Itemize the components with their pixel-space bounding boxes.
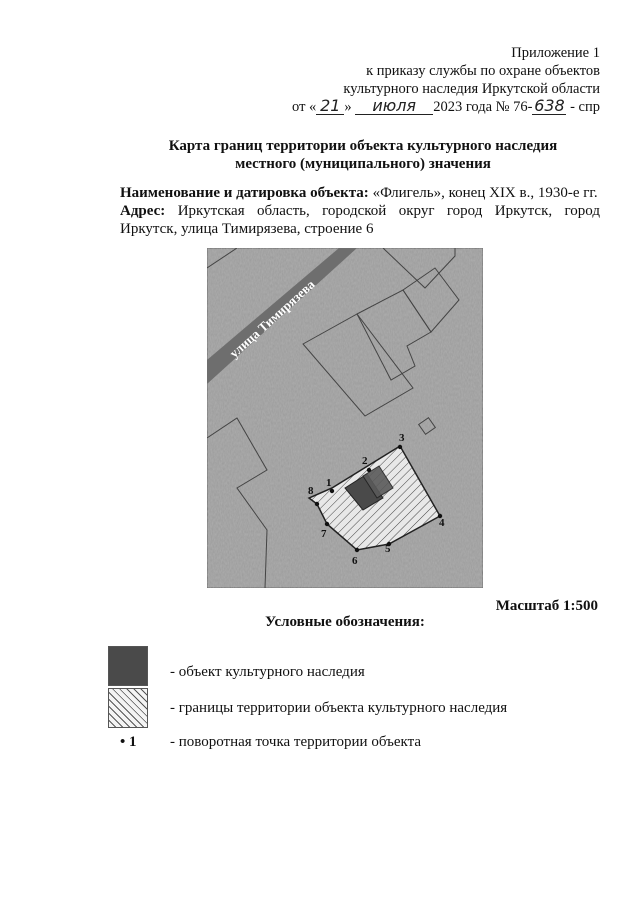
title-line-1: Карта границ территории объекта культурного наследия	[168, 138, 558, 154]
point-4-label: 4	[439, 517, 445, 529]
point-6-marker	[355, 548, 359, 552]
object-address-label: Адрес:	[120, 203, 166, 219]
point-3-label: 3	[399, 432, 405, 444]
legend-title: Условные обозначения:	[265, 614, 425, 630]
object-name-row	[120, 184, 600, 202]
point-1-label: 1	[326, 477, 332, 489]
order-number: 638	[534, 96, 565, 115]
point-3-marker	[398, 445, 402, 449]
legend-item-turning-point	[108, 734, 588, 754]
appendix-block	[240, 44, 600, 116]
date-mid: »	[344, 99, 352, 115]
point-8-marker	[315, 502, 319, 506]
date-day: 21	[316, 98, 344, 115]
hatched-square-icon	[108, 688, 148, 728]
object-name-value: «Флигель», конец XIX в., 1930-е гг.	[372, 185, 598, 201]
legend-label-turning-point: - поворотная точка территории объекта	[170, 734, 421, 750]
object-name-label: Наименование и датировка объекта:	[120, 185, 369, 201]
appendix-date-line	[240, 98, 600, 116]
point-1-marker	[330, 489, 334, 493]
object-address-value: Иркутская область, городской округ город Иркутск, город Иркутск, улица Тимирязева, строение 6	[120, 203, 601, 237]
legend-item-territory-boundary	[108, 688, 588, 728]
date-prefix: от «	[292, 99, 317, 115]
date-month: июля	[355, 98, 433, 115]
document-title	[120, 137, 606, 173]
date-year: 2023 года № 76-	[433, 99, 533, 115]
dark-square-icon	[108, 646, 148, 686]
point-6-label: 6	[352, 555, 358, 567]
object-address-row	[120, 202, 600, 238]
object-info	[120, 184, 600, 238]
title-line-2: местного (муниципального) значения	[235, 156, 491, 172]
map-scale: Масштаб 1:500	[495, 598, 598, 614]
point-5-label: 5	[385, 543, 391, 555]
point-2-label: 2	[362, 455, 368, 467]
point-2-marker	[367, 468, 371, 472]
legend-label-territory-boundary: - границы территории объекта культурного наследия	[170, 700, 508, 716]
legend-item-heritage-object	[108, 646, 588, 686]
point-7-label: 7	[321, 528, 327, 540]
legend-label-heritage-object: - объект культурного наследия	[170, 664, 365, 680]
street-label: улица Тимирязева	[226, 276, 318, 361]
point-marker-icon: • 1	[120, 734, 137, 750]
order-suffix: - спр	[570, 99, 600, 115]
appendix-line-3: культурного наследия Иркутской области	[343, 81, 600, 97]
appendix-line-1: Приложение 1	[511, 45, 600, 61]
point-7-marker	[325, 522, 329, 526]
appendix-line-2: к приказу службы по охране объектов	[366, 63, 600, 79]
territory-map	[207, 248, 483, 588]
point-8-label: 8	[308, 485, 314, 497]
